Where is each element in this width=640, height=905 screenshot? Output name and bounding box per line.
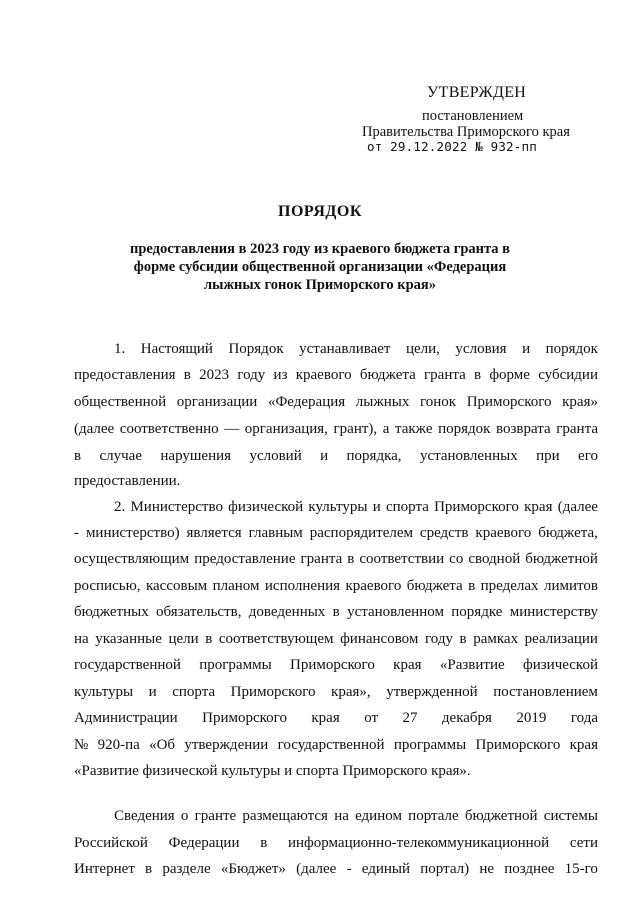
word: исполнения bbox=[264, 578, 341, 594]
word: бюджетных bbox=[74, 604, 149, 620]
word: году bbox=[237, 367, 266, 383]
word: едином bbox=[355, 808, 402, 824]
word: Порядок bbox=[228, 341, 284, 357]
word: краевого bbox=[295, 367, 352, 383]
word: лыжных bbox=[355, 394, 410, 410]
word: бюджета, bbox=[538, 525, 598, 541]
word: порядок bbox=[438, 421, 491, 437]
word: финансовом bbox=[340, 631, 419, 647]
word: года bbox=[570, 710, 598, 726]
paragraph-line bbox=[74, 421, 598, 438]
word: росписью, bbox=[74, 578, 141, 594]
word: (далее bbox=[74, 421, 115, 437]
word: цели, bbox=[405, 341, 440, 357]
word: декабря bbox=[441, 710, 492, 726]
paragraph-line: предоставлении. bbox=[74, 473, 181, 489]
word: его bbox=[578, 448, 598, 464]
word: и bbox=[522, 341, 531, 357]
word: и bbox=[148, 684, 157, 700]
subtitle-line: лыжных гонок Приморского края» bbox=[204, 277, 436, 293]
word: Приморского bbox=[475, 737, 561, 753]
word: от bbox=[364, 710, 379, 726]
word: информационно-телекоммуникационной bbox=[287, 835, 550, 851]
word: края» bbox=[562, 394, 598, 410]
paragraph-line bbox=[74, 737, 598, 754]
word: единый bbox=[361, 861, 411, 877]
word: спорта bbox=[172, 684, 216, 700]
word: сети bbox=[569, 835, 598, 851]
word: предоставление bbox=[194, 551, 296, 567]
word: условий bbox=[249, 448, 302, 464]
word: организация, bbox=[244, 421, 328, 437]
word: гонок bbox=[419, 394, 457, 410]
word: в bbox=[459, 631, 467, 647]
word: в bbox=[260, 835, 268, 851]
paragraph-line bbox=[74, 367, 598, 384]
word: Приморского bbox=[466, 394, 552, 410]
word: со bbox=[449, 551, 464, 567]
word: позднее bbox=[504, 861, 555, 877]
word: государственной bbox=[277, 737, 385, 753]
word: установленных bbox=[419, 448, 518, 464]
word: грант), bbox=[333, 421, 378, 437]
approval-resolution-label: постановлением bbox=[422, 108, 524, 124]
word: утверждении bbox=[184, 737, 269, 753]
word: рамках bbox=[473, 631, 519, 647]
word: нарушения bbox=[160, 448, 232, 464]
word: кассовым bbox=[145, 578, 208, 594]
word: Министерство bbox=[130, 499, 223, 515]
word: краевого bbox=[345, 578, 402, 594]
word: культуры bbox=[74, 684, 134, 700]
word: является bbox=[186, 525, 242, 541]
word: обязательств, bbox=[156, 604, 242, 620]
word: сводной bbox=[468, 551, 521, 567]
word: Приморского bbox=[202, 710, 287, 726]
word: размещаются bbox=[242, 808, 328, 824]
subtitle-line: форме субсидии общественной организации «Федерация bbox=[133, 259, 507, 275]
approval-date-number-stamp: от 29.12.2022 № 932-пп bbox=[367, 139, 537, 154]
word: 27 bbox=[402, 710, 418, 726]
word: в bbox=[205, 631, 213, 647]
word: форме bbox=[489, 367, 530, 383]
word: в bbox=[74, 448, 82, 464]
word: Приморского bbox=[290, 657, 375, 673]
word: бюджетной bbox=[464, 808, 538, 824]
word: программы bbox=[199, 657, 272, 673]
word: физической bbox=[228, 499, 304, 515]
word: Сведения bbox=[114, 808, 175, 824]
paragraph-line bbox=[74, 710, 598, 727]
paragraph-line bbox=[74, 808, 598, 825]
paragraph-line bbox=[74, 525, 598, 542]
word: программы bbox=[393, 737, 467, 753]
word: и bbox=[372, 499, 381, 515]
word: 1. bbox=[114, 341, 126, 357]
word: распорядителем bbox=[309, 525, 413, 541]
word: в bbox=[468, 578, 476, 594]
word: министерству bbox=[509, 604, 598, 620]
word: на bbox=[334, 808, 349, 824]
word: субсидии bbox=[538, 367, 598, 383]
word: из bbox=[273, 367, 288, 383]
paragraph-line bbox=[74, 499, 598, 516]
word: края», bbox=[331, 684, 371, 700]
word: «Бюджет» bbox=[220, 861, 286, 877]
word: в bbox=[332, 604, 340, 620]
word: министерство) bbox=[85, 525, 180, 541]
word: портале bbox=[408, 808, 459, 824]
word: Интернет bbox=[74, 861, 135, 877]
word: устанавливает bbox=[299, 341, 391, 357]
word: а bbox=[382, 421, 390, 437]
word: разделе bbox=[162, 861, 211, 877]
paragraph-line bbox=[74, 448, 598, 465]
word: «Об bbox=[149, 737, 176, 753]
word: (далее bbox=[296, 861, 337, 877]
word: в bbox=[473, 367, 482, 383]
approval-title: УТВЕРЖДЕН bbox=[427, 84, 527, 101]
word: 2023 bbox=[199, 367, 230, 383]
word: гранта bbox=[556, 421, 598, 437]
word: - bbox=[346, 861, 352, 877]
word: края bbox=[311, 710, 340, 726]
word: «Федерация bbox=[267, 394, 346, 410]
word: культуры bbox=[308, 499, 368, 515]
word: Приморского bbox=[230, 684, 316, 700]
paragraph-line bbox=[74, 631, 598, 648]
word: порядок bbox=[545, 341, 598, 357]
word: гранта bbox=[424, 367, 466, 383]
word: при bbox=[536, 448, 560, 464]
word: в bbox=[145, 861, 153, 877]
word: предоставления bbox=[74, 367, 176, 383]
word: физической bbox=[523, 657, 598, 673]
word: случае bbox=[99, 448, 142, 464]
word: указанные bbox=[95, 631, 162, 647]
word: гранта bbox=[300, 551, 343, 567]
word: 2019 bbox=[516, 710, 547, 726]
word: средств bbox=[419, 525, 469, 541]
word: края bbox=[393, 657, 422, 673]
word: Российской bbox=[74, 835, 148, 851]
word: (далее bbox=[557, 499, 598, 515]
word: и bbox=[320, 448, 329, 464]
word: системы bbox=[543, 808, 598, 824]
word: № bbox=[74, 737, 89, 753]
word: «Развитие bbox=[439, 657, 505, 673]
word: постановлением bbox=[493, 684, 598, 700]
word: утвержденной bbox=[386, 684, 478, 700]
word: пределах bbox=[480, 578, 539, 594]
word: доведенных bbox=[248, 604, 326, 620]
paragraph-line bbox=[74, 861, 598, 878]
paragraph-line: «Развитие физической культуры и спорта Приморского края». bbox=[74, 763, 471, 779]
paragraph-line bbox=[74, 551, 598, 568]
paragraph-line bbox=[74, 394, 598, 411]
word: лимитов bbox=[543, 578, 598, 594]
word: Настоящий bbox=[140, 341, 213, 357]
word: края bbox=[569, 737, 598, 753]
word: соответствии bbox=[359, 551, 445, 567]
word: установленном bbox=[347, 604, 444, 620]
document-subtitle bbox=[60, 240, 580, 294]
word: году bbox=[424, 631, 453, 647]
word: также bbox=[394, 421, 433, 437]
word: на bbox=[74, 631, 89, 647]
word: не bbox=[479, 861, 495, 877]
paragraph-line bbox=[74, 341, 598, 358]
word: порядке bbox=[451, 604, 503, 620]
document-title: ПОРЯДОК bbox=[278, 203, 362, 220]
word: 920-па bbox=[97, 737, 140, 753]
word: бюджетной bbox=[525, 551, 598, 567]
paragraph-line bbox=[74, 684, 598, 701]
word: бюджета bbox=[406, 578, 463, 594]
word: спорта bbox=[385, 499, 429, 515]
subtitle-line: предоставления в 2023 году из краевого бюджета гранта в bbox=[130, 241, 510, 257]
approval-authority: Правительства Приморского края bbox=[362, 124, 570, 140]
word: гранте bbox=[194, 808, 237, 824]
word: планом bbox=[212, 578, 260, 594]
word: Федерации bbox=[168, 835, 240, 851]
word: реализации bbox=[524, 631, 598, 647]
word: - bbox=[74, 525, 79, 541]
word: главным bbox=[248, 525, 303, 541]
word: края bbox=[524, 499, 553, 515]
word: — bbox=[224, 421, 240, 437]
word: возврата bbox=[496, 421, 551, 437]
word: осуществляющим bbox=[74, 551, 190, 567]
word: государственной bbox=[74, 657, 181, 673]
word: портал) bbox=[420, 861, 470, 877]
word: порядка, bbox=[346, 448, 402, 464]
word: соответственно bbox=[119, 421, 219, 437]
paragraph-line bbox=[74, 604, 598, 621]
word: 15-го bbox=[564, 861, 598, 877]
word: Приморского bbox=[434, 499, 519, 515]
paragraph-line bbox=[74, 835, 598, 852]
word: краевого bbox=[475, 525, 532, 541]
word: соответствующем bbox=[218, 631, 334, 647]
paragraph-line bbox=[74, 578, 598, 595]
word: в bbox=[183, 367, 191, 383]
word: бюджета bbox=[359, 367, 416, 383]
word: цели bbox=[168, 631, 199, 647]
word: Администрации bbox=[74, 710, 178, 726]
word: условия bbox=[455, 341, 507, 357]
paragraph-line bbox=[74, 657, 598, 674]
word: общественной bbox=[74, 394, 167, 410]
word: организации bbox=[176, 394, 258, 410]
word: о bbox=[180, 808, 189, 824]
word: 2. bbox=[114, 499, 126, 515]
word: в bbox=[347, 551, 355, 567]
